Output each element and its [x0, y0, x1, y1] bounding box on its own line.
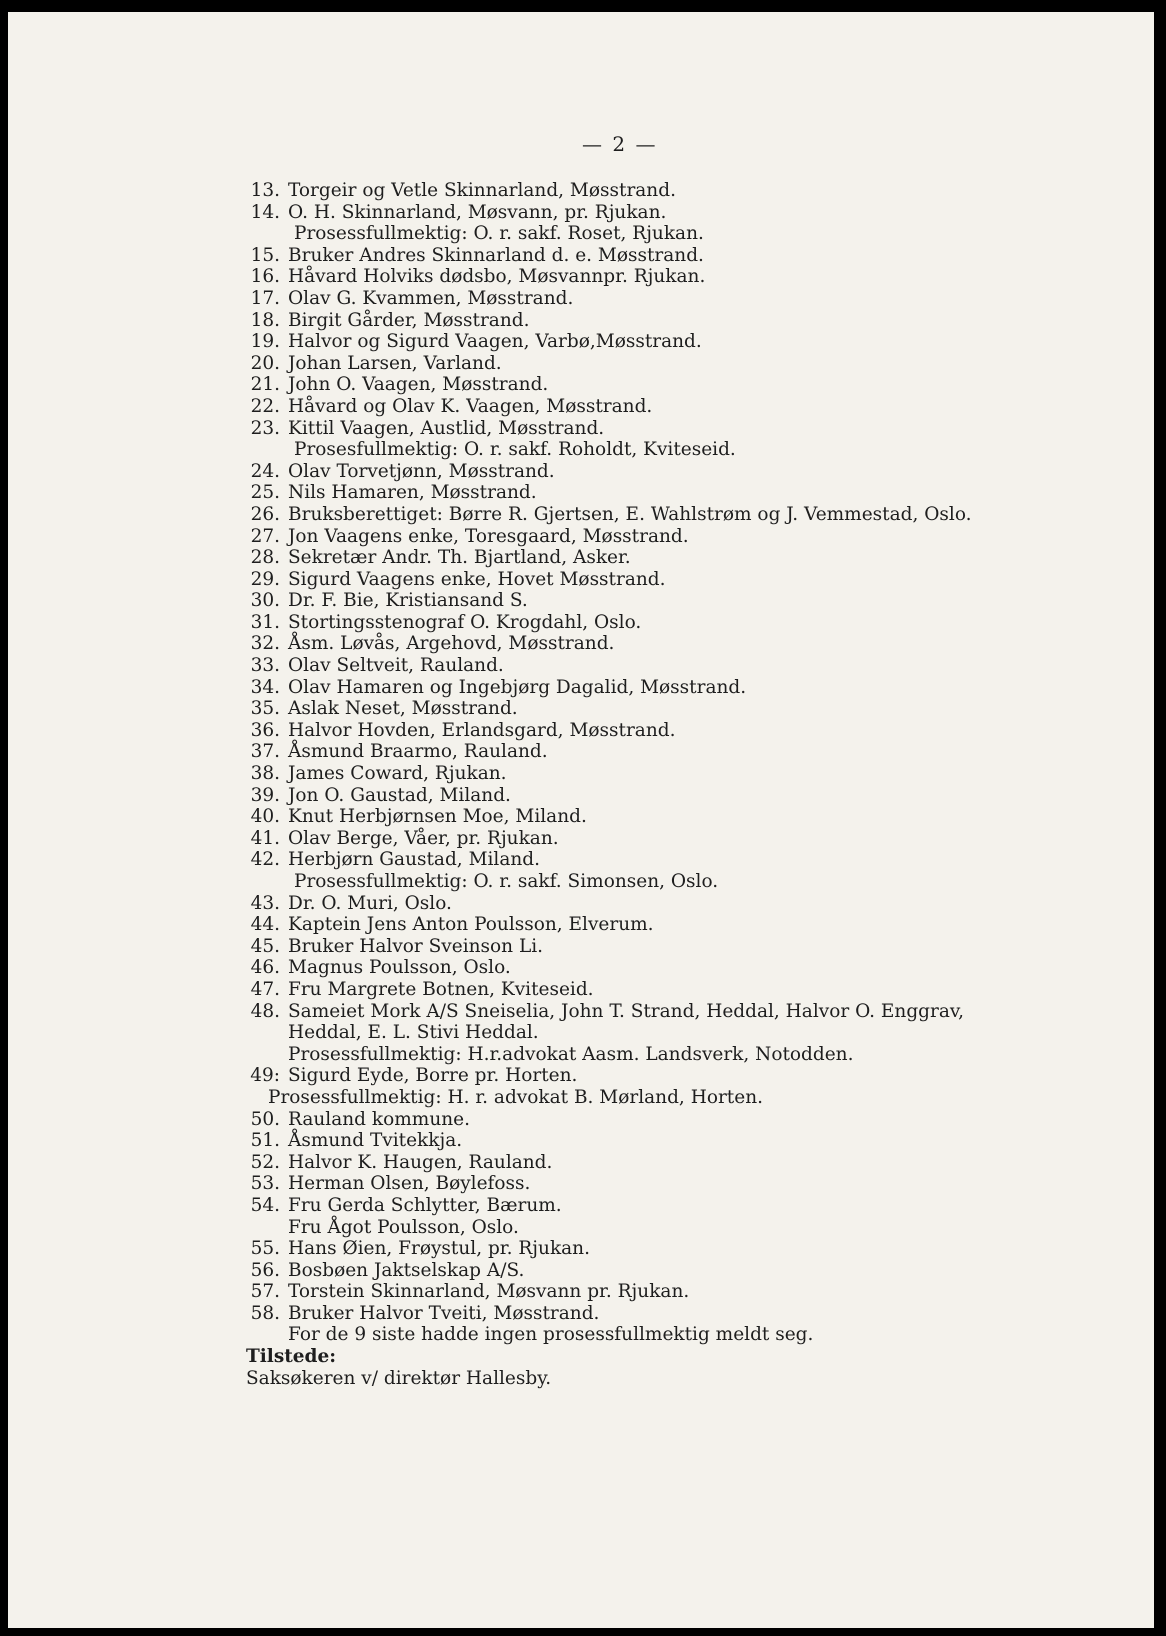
list-item-continuation [238, 1217, 1118, 1239]
list-item-continuation [238, 1087, 1118, 1109]
item-text: Johan Larsen, Varland. [288, 352, 502, 374]
item-text: Jon Vaagens enke, Toresgaard, Møsstrand. [288, 525, 689, 547]
item-text: Kittil Vaagen, Austlid, Møsstrand. [288, 417, 605, 439]
list-item-continuation [238, 1022, 1118, 1044]
list-item [238, 720, 1118, 742]
item-number: 36. [250, 719, 280, 741]
item-text: Magnus Poulsson, Oslo. [288, 957, 511, 979]
item-text: Prosessfullmektig: H.r.advokat Aasm. Landsverk, Notodden. [288, 1043, 854, 1065]
item-number: 30. [250, 590, 280, 612]
item-text: Rauland kommune. [288, 1108, 470, 1130]
list-item [238, 1152, 1118, 1174]
item-text: Jon O. Gaustad, Miland. [288, 784, 511, 806]
list-item [238, 612, 1118, 634]
list-item [238, 741, 1118, 763]
item-text: Stortingsstenograf O. Krogdahl, Oslo. [288, 611, 642, 633]
list-item [238, 590, 1118, 612]
item-text: Olav Seltveit, Rauland. [288, 655, 504, 677]
item-number: 25. [250, 482, 280, 504]
list-item [238, 1001, 1118, 1023]
list-item [238, 396, 1118, 418]
item-number: 34. [250, 676, 280, 698]
item-text: Herbjørn Gaustad, Miland. [288, 849, 541, 871]
item-number: 51. [250, 1130, 280, 1152]
list-item [238, 1065, 1118, 1087]
item-number: 14. [250, 201, 280, 223]
list-item [238, 202, 1118, 224]
item-number: 26. [250, 503, 280, 525]
list-item-continuation [238, 871, 1118, 893]
list-item [238, 482, 1118, 504]
list-item [238, 418, 1118, 440]
item-text: Torstein Skinnarland, Møsvann pr. Rjukan. [288, 1281, 690, 1303]
list-item [238, 547, 1118, 569]
item-number: 41. [250, 827, 280, 849]
list-item [238, 1281, 1118, 1303]
item-number: 55. [250, 1238, 280, 1260]
list-item [238, 1260, 1118, 1282]
item-text: Hans Øien, Frøystul, pr. Rjukan. [288, 1238, 590, 1260]
item-number: 58. [250, 1302, 280, 1324]
item-text: Herman Olsen, Bøylefoss. [288, 1173, 531, 1195]
item-text: Sameiet Mork A/S Sneiselia, John T. Strand, Heddal, Halvor O. Enggrav, [288, 1000, 965, 1022]
list-item [238, 353, 1118, 375]
item-text: Birgit Gårder, Møsstrand. [288, 309, 530, 331]
list-item [238, 655, 1118, 677]
list-item-continuation [238, 439, 1118, 461]
item-text: Olav Torvetjønn, Møsstrand. [288, 460, 555, 482]
item-text: Nils Hamaren, Møsstrand. [288, 482, 537, 504]
item-text: Fru Ågot Poulsson, Oslo. [288, 1216, 519, 1238]
list-item [238, 633, 1118, 655]
item-number: 42. [250, 849, 280, 871]
list-item [238, 245, 1118, 267]
list-item [238, 331, 1118, 353]
item-text: Halvor Hovden, Erlandsgard, Møsstrand. [288, 719, 676, 741]
list-item [238, 849, 1118, 871]
list-item [238, 806, 1118, 828]
item-text: Sigurd Vaagens enke, Hovet Møsstrand. [288, 568, 666, 590]
item-number: 27. [250, 525, 280, 547]
item-number: 24. [250, 460, 280, 482]
item-number: 23. [250, 417, 280, 439]
item-text: Olav Hamaren og Ingebjørg Dagalid, Møsstrand. [288, 676, 747, 698]
item-number: 22. [250, 395, 280, 417]
item-number: 21. [250, 374, 280, 396]
list-item [238, 1109, 1118, 1131]
list-item [238, 180, 1118, 202]
item-number: 46. [250, 957, 280, 979]
item-number: 52. [250, 1151, 280, 1173]
item-number: 17. [250, 287, 280, 309]
item-number: 18. [250, 309, 280, 331]
item-number: 57. [250, 1281, 280, 1303]
item-number: 33. [250, 655, 280, 677]
item-text: John O. Vaagen, Møsstrand. [288, 374, 549, 396]
item-text: Aslak Neset, Møsstrand. [288, 698, 518, 720]
list-item [238, 504, 1118, 526]
item-number: 38. [250, 763, 280, 785]
item-text: Kaptein Jens Anton Poulsson, Elverum. [288, 914, 654, 936]
item-number: 45. [250, 935, 280, 957]
item-number: 35. [250, 698, 280, 720]
item-text: Prosessfullmektig: O. r. sakf. Roset, Rjukan. [294, 223, 704, 245]
item-text: Sigurd Eyde, Borre pr. Horten. [288, 1065, 578, 1087]
item-number: 32. [250, 633, 280, 655]
tilstede-text: Saksøkeren v/ direktør Hallesby. [246, 1367, 552, 1389]
item-number: 19. [250, 331, 280, 353]
list-item [238, 893, 1118, 915]
list-item [238, 1195, 1118, 1217]
item-number: 48. [250, 1000, 280, 1022]
item-text: O. H. Skinnarland, Møsvann, pr. Rjukan. [288, 201, 667, 223]
list-item [238, 461, 1118, 483]
party-list [238, 180, 1118, 1389]
item-number: 20. [250, 352, 280, 374]
list-item [238, 1130, 1118, 1152]
list-item [238, 698, 1118, 720]
item-text: Bruker Andres Skinnarland d. e. Møsstrand. [288, 244, 704, 266]
item-text: Åsmund Tvitekkja. [288, 1130, 463, 1152]
list-item [238, 957, 1118, 979]
list-item [238, 1173, 1118, 1195]
item-text: Bruksberettiget: Børre R. Gjertsen, E. Wahlstrøm og J. Vemmestad, Oslo. [288, 503, 972, 525]
item-text: Åsmund Braarmo, Rauland. [288, 741, 548, 763]
item-text: Dr. O. Muri, Oslo. [288, 892, 452, 914]
item-text: James Coward, Rjukan. [288, 763, 507, 785]
item-number: 16. [250, 266, 280, 288]
item-text: Prosessfullmektig: O. r. sakf. Simonsen, Oslo. [294, 871, 719, 892]
item-text: Prosesfullmektig: O. r. sakf. Roholdt, Kviteseid. [294, 439, 736, 461]
list-item [238, 1303, 1118, 1325]
list-item [238, 785, 1118, 807]
item-number: 44. [250, 914, 280, 936]
list-item [238, 677, 1118, 699]
tilstede-heading: Tilstede: [246, 1346, 337, 1368]
item-text: Håvard og Olav K. Vaagen, Møsstrand. [288, 395, 653, 417]
item-text: Heddal, E. L. Stivi Heddal. [288, 1022, 539, 1044]
list-item [238, 266, 1118, 288]
list-item [238, 374, 1118, 396]
page-number: — 2 — [582, 132, 658, 156]
item-text: Fru Gerda Schlytter, Bærum. [288, 1194, 562, 1216]
item-number: 43. [250, 892, 280, 914]
item-number: 54. [250, 1194, 280, 1216]
item-text: Sekretær Andr. Th. Bjartland, Asker. [288, 547, 631, 569]
item-number: 31. [250, 611, 280, 633]
item-text: Bosbøen Jaktselskap A/S. [288, 1259, 525, 1281]
item-text: Prosessfullmektig: H. r. advokat B. Mørland, Horten. [268, 1086, 763, 1108]
list-item [238, 526, 1118, 548]
item-number: 53. [250, 1173, 280, 1195]
item-number: 40. [250, 806, 280, 828]
list-item [238, 936, 1118, 958]
list-item [238, 310, 1118, 332]
list-item [238, 979, 1118, 1001]
list-item [238, 569, 1118, 591]
item-number: 49: [250, 1065, 280, 1087]
item-text: Åsm. Løvås, Argehovd, Møsstrand. [288, 633, 615, 655]
item-number: 50. [250, 1108, 280, 1130]
list-item-continuation [238, 223, 1118, 245]
list-item [238, 763, 1118, 785]
list-item-continuation [238, 1044, 1118, 1066]
list-item [238, 288, 1118, 310]
item-number: 28. [250, 547, 280, 569]
item-number: 47. [250, 978, 280, 1000]
item-text: Dr. F. Bie, Kristiansand S. [288, 590, 528, 612]
item-number: 29. [250, 568, 280, 590]
list-item [238, 1238, 1118, 1260]
list-item [238, 914, 1118, 936]
item-text: Olav G. Kvammen, Møsstrand. [288, 287, 574, 309]
document-page [8, 12, 1154, 1628]
item-number: 13. [250, 180, 280, 201]
item-number: 56. [250, 1259, 280, 1281]
item-number: 37. [250, 741, 280, 763]
item-text: Halvor og Sigurd Vaagen, Varbø,Møsstrand. [288, 331, 702, 353]
item-text: Håvard Holviks dødsbo, Møsvannpr. Rjukan. [288, 266, 706, 288]
list-item [238, 828, 1118, 850]
item-text: Halvor K. Haugen, Rauland. [288, 1151, 553, 1173]
item-text: Bruker Halvor Tveiti, Møsstrand. [288, 1302, 600, 1324]
item-text: Torgeir og Vetle Skinnarland, Møsstrand. [288, 180, 676, 201]
item-text: Knut Herbjørnsen Moe, Miland. [288, 806, 587, 828]
item-number: 15. [250, 244, 280, 266]
item-text: Fru Margrete Botnen, Kviteseid. [288, 978, 594, 1000]
footnote: For de 9 siste hadde ingen prosessfullmektig meldt seg. [288, 1324, 814, 1346]
item-text: Bruker Halvor Sveinson Li. [288, 935, 544, 957]
item-text: Olav Berge, Våer, pr. Rjukan. [288, 827, 559, 849]
item-number: 39. [250, 784, 280, 806]
